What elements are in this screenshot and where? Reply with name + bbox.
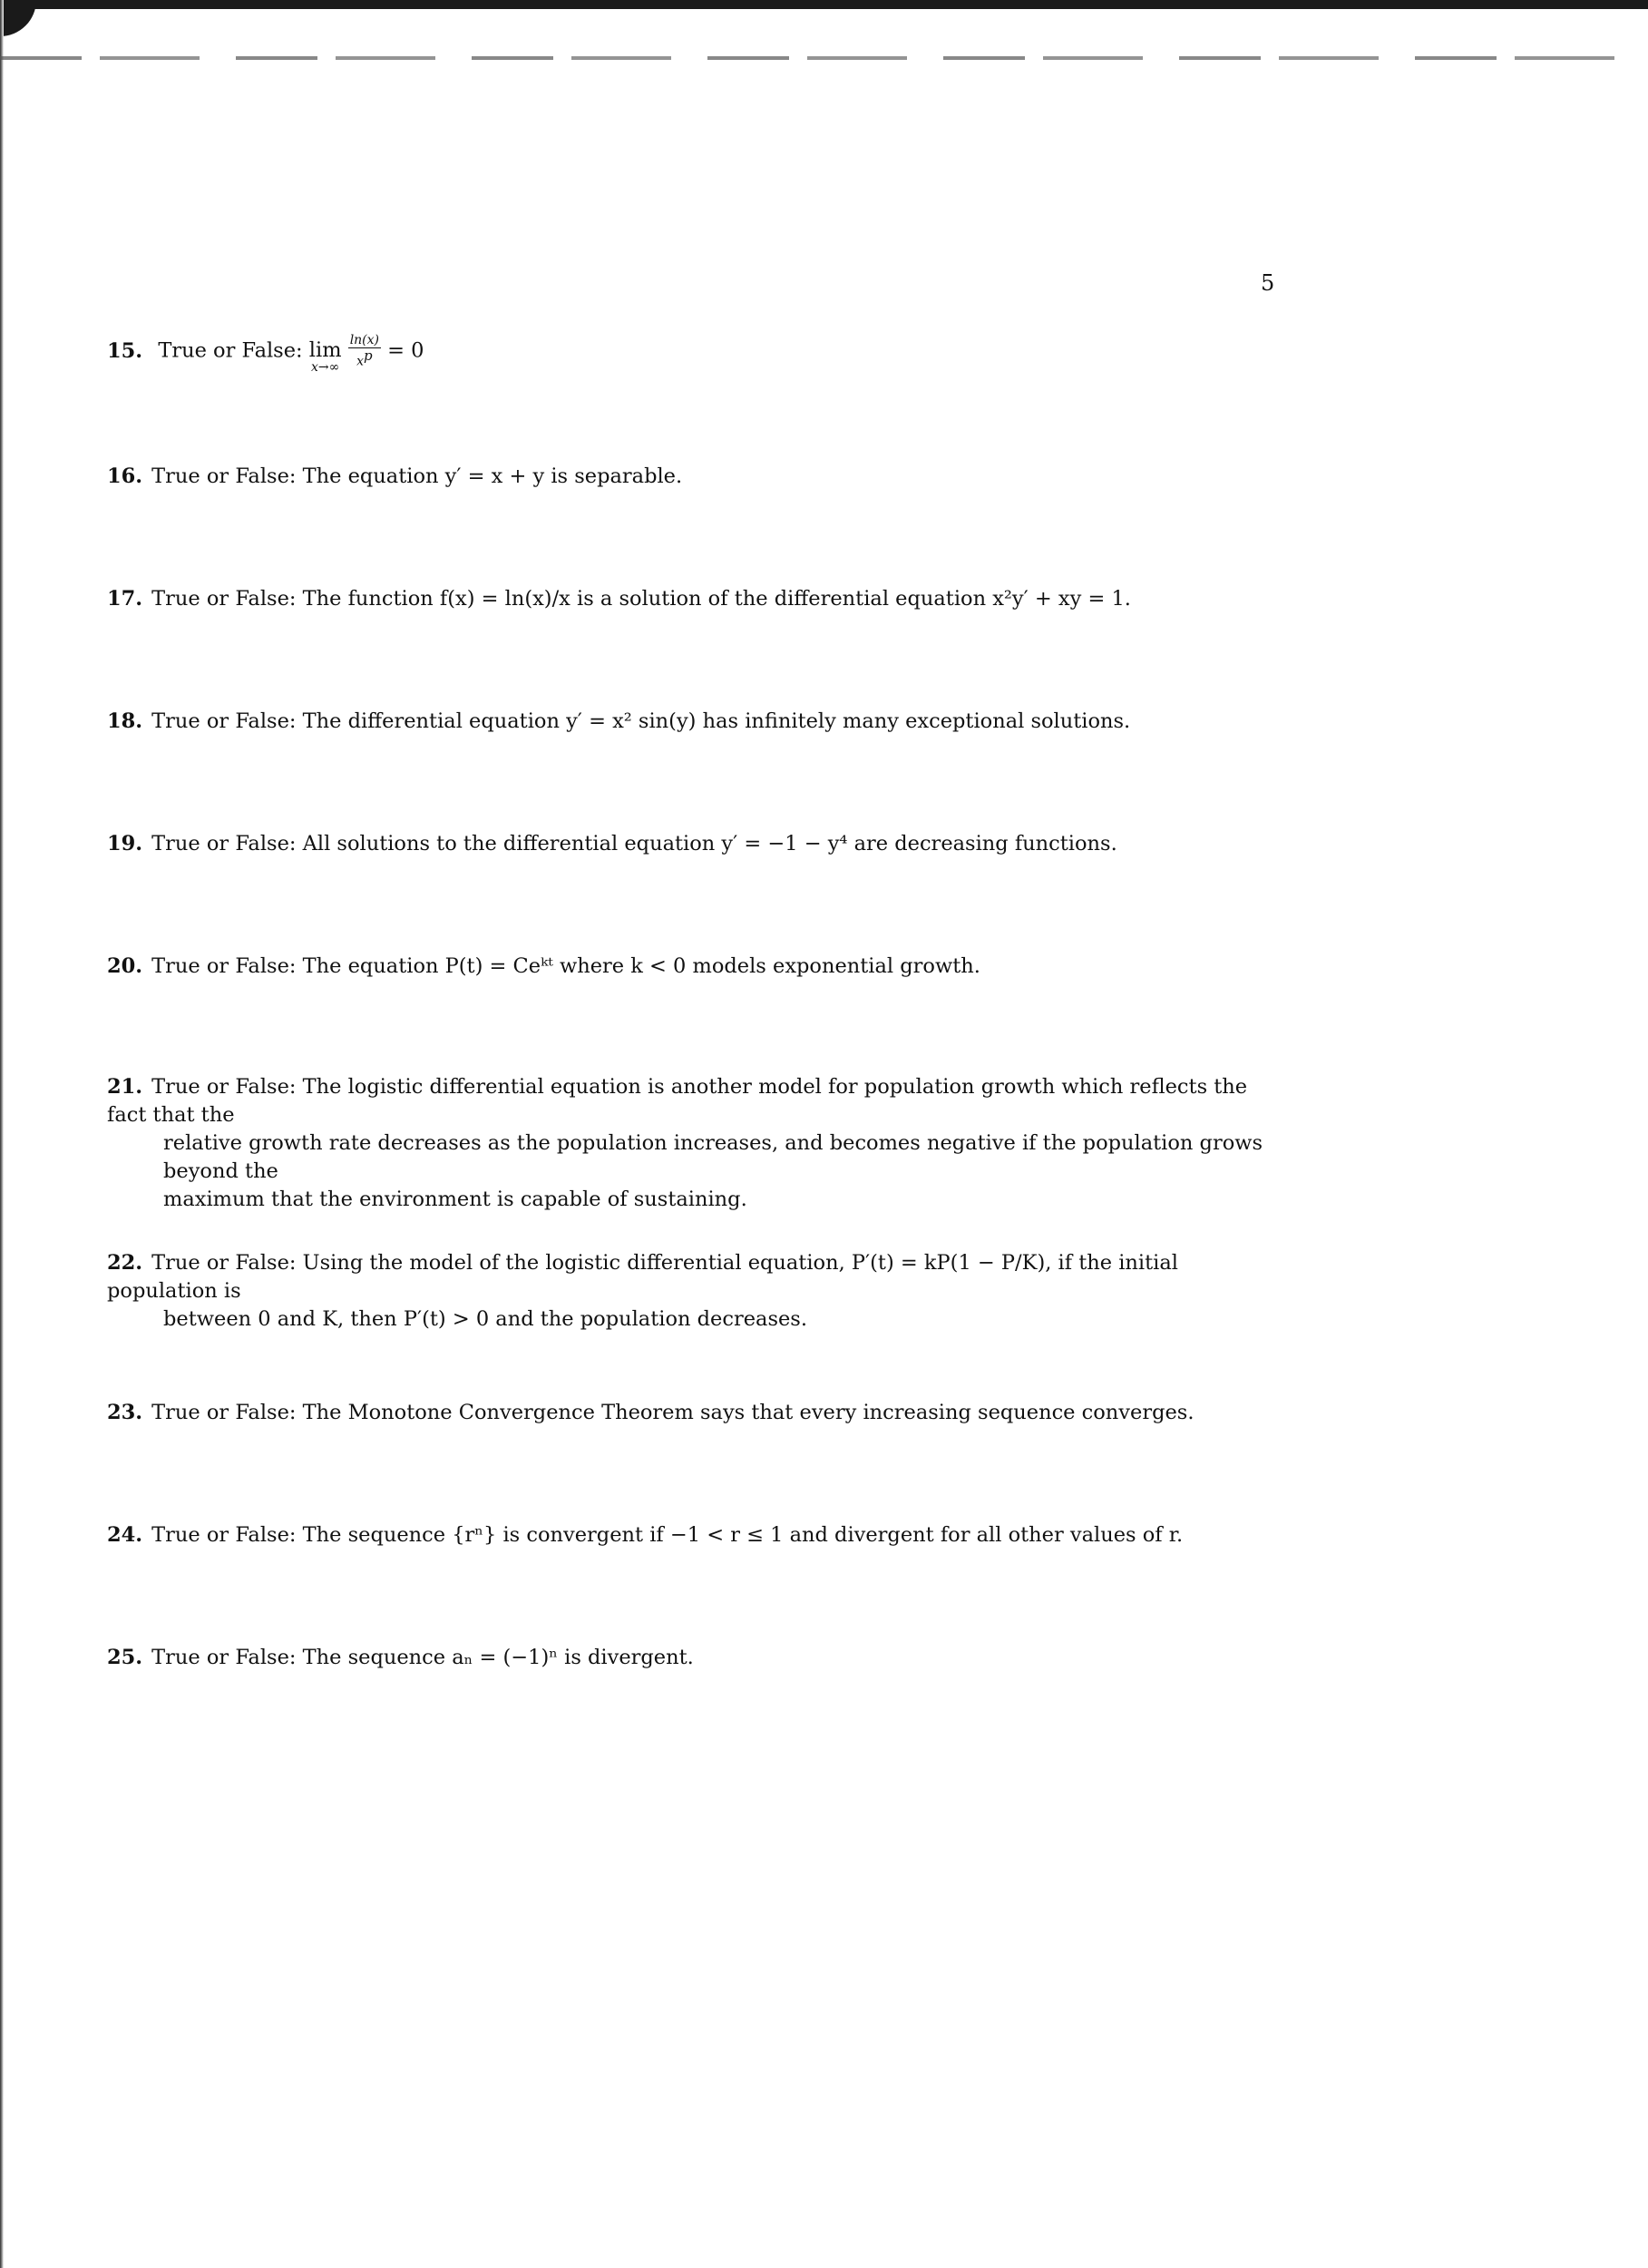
page-number: 5 (1261, 270, 1275, 296)
problem-22: 22. True or False: Using the model of the logistic differential equation, P′(t) = kP(1 − P/K), if the initial population is between 0 and K, then P′(t) > 0 and the population decreases. (107, 1249, 1277, 1334)
problem-16: 16. True or False: The equation y′ = x + y is separable. (107, 464, 683, 488)
problem-text: True or False: The sequence aₙ = (−1)ⁿ is divergent. (151, 1646, 694, 1669)
problem-number: 15. (107, 338, 143, 363)
problem-text: True or False: The Monotone Convergence Theorem says that every increasing sequence converges. (151, 1401, 1195, 1424)
problem-text-line-2: between 0 and K, then P′(t) > 0 and the population decreases. (163, 1307, 808, 1331)
problem-text-line-1: True or False: Using the model of the logistic differential equation, P′(t) = kP(1 − P/K), if the initial population is (107, 1251, 1178, 1303)
problem-text: True or False: All solutions to the differential equation y′ = −1 − y⁴ are decreasing functions. (151, 832, 1117, 855)
problem-text-line-2: relative growth rate decreases as the population increases, and becomes negative if the population grows beyond the (163, 1131, 1263, 1183)
scan-corner (0, 0, 36, 36)
problem-text: True or False: The differential equation y′ = x² sin(y) has infinitely many exceptional solutions. (151, 709, 1131, 733)
problem-25: 25. True or False: The sequence aₙ = (−1)ⁿ is divergent. (107, 1646, 694, 1669)
limit-expression: lim x→∞ (308, 338, 342, 375)
problem-20: 20. True or False: The equation P(t) = Ceᵏᵗ where k < 0 models exponential growth. (107, 954, 980, 978)
problem-text-line-1: True or False: The logistic differential equation is another model for population growth which reflects the fact that the (107, 1075, 1248, 1127)
scan-left-edge (0, 0, 4, 2268)
problem-21: 21. True or False: The logistic differential equation is another model for population growth which reflects the fact that the relative growth rate decreases as the population increases, and becomes negative if the population grows beyond the maximum that the environment is capable of sustaining. (107, 1073, 1277, 1214)
problem-text: True or False: The sequence {rⁿ} is convergent if −1 < r ≤ 1 and divergent for all other values of r. (151, 1523, 1184, 1547)
problem-17: 17. True or False: The function f(x) = ln(x)/x is a solution of the differential equation x²y′ + xy = 1. (107, 587, 1131, 611)
problem-text: True or False: The equation P(t) = Ceᵏᵗ where k < 0 models exponential growth. (151, 954, 980, 978)
problem-text-line-3: maximum that the environment is capable of sustaining. (163, 1188, 747, 1211)
problem-24: 24. True or False: The sequence {rⁿ} is convergent if −1 < r ≤ 1 and divergent for all other values of r. (107, 1523, 1184, 1547)
problem-text: True or False: The function f(x) = ln(x)/x is a solution of the differential equation x²y′ + xy = 1. (151, 587, 1131, 611)
problem-prefix: True or False: (158, 338, 303, 363)
problem-18: 18. True or False: The differential equation y′ = x² sin(y) has infinitely many exceptional solutions. (107, 709, 1131, 733)
fraction: $\frac{\ln(x)}{x^p}$ (349, 333, 380, 370)
header-dashed-rule (0, 56, 1648, 60)
problem-19: 19. True or False: All solutions to the differential equation y′ = −1 − y⁴ are decreasing functions. (107, 832, 1117, 855)
problem-23: 23. True or False: The Monotone Convergence Theorem says that every increasing sequence converges. (107, 1401, 1195, 1424)
problem-text: True or False: The equation y′ = x + y is separable. (151, 464, 683, 488)
scan-top-edge (0, 0, 1648, 9)
problem-15: 15. True or False: lim x→∞ $\frac{\ln(x)}{x^p}$ = 0 (107, 333, 424, 375)
